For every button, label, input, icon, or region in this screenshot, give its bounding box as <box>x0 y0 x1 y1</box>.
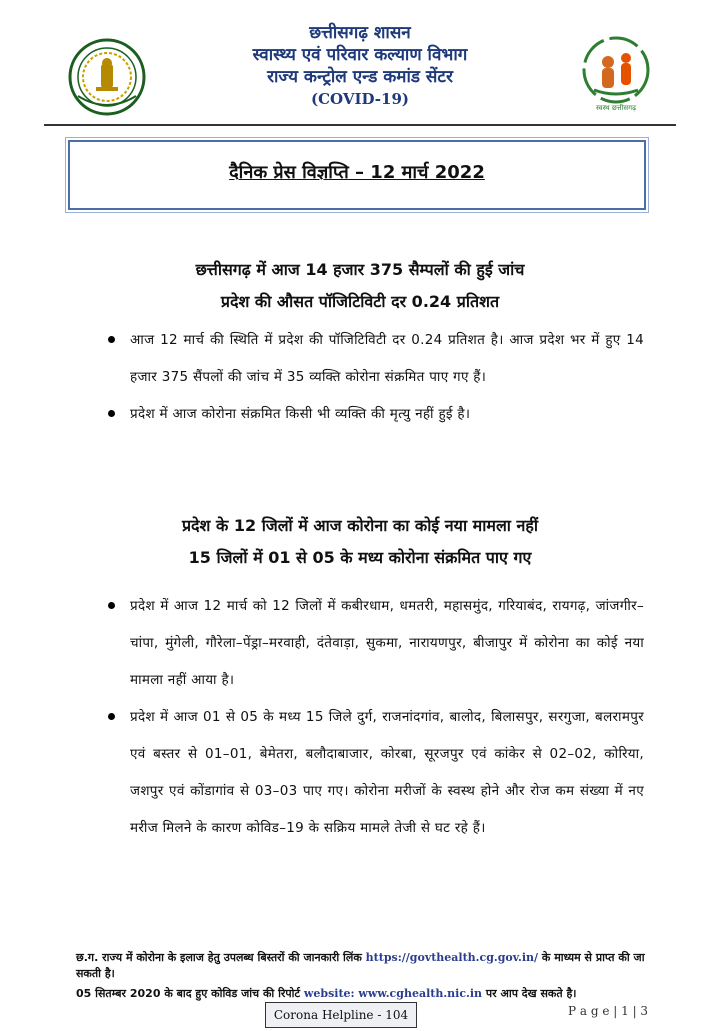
title-box <box>68 140 646 210</box>
bullet-icon <box>108 410 115 417</box>
list-item: प्रदेश में आज 01 से 05 के मध्य 15 जिले दुर्ग, राजनांदगांव, बालोद, बिलासपुर, सरगुजा, बलरामपुर एवं बस्तर से 01–01, बेमेतरा, बलौदाबाजार, कोरबा, सूरजपुर एवं कांकेर से 02–02, कोरिया, जशपुर एवं कोंडागांव से 03–03 पाए गए। कोरोना मरीजों के स्वस्थ होने और रोज कम संख्या में नए मरीज मिलने के कारण कोविड–19 के सक्रिय मामले तेजी से घट रहे हैं। <box>108 699 644 847</box>
covid-label: (COVID-19) <box>311 90 409 108</box>
list-item: आज 12 मार्च की स्थिति में प्रदेश की पॉजिटिविटी दर 0.24 प्रतिशत है। आज प्रदेश भर में हुए 14 हजार 375 सैंपलों की जांच में 35 व्यक्ति कोरोना संक्रमित पाए गए हैं। <box>108 322 644 396</box>
test-report-link[interactable]: website: www.cghealth.nic.in <box>303 987 483 1000</box>
section1-heading2: प्रदेश की औसत पॉजिटिविटी दर 0.24 प्रतिशत <box>220 292 500 311</box>
section2-list <box>108 588 644 847</box>
section2-heading1: प्रदेश के 12 जिलों में आज कोरोना का कोई नया मामला नहीं <box>181 516 539 535</box>
list-item: प्रदेश में आज 12 मार्च को 12 जिलों में कबीरधाम, धमतरी, महासमुंद, गरियाबंद, रायगढ़, जांजगीर–चांपा, मुंगेली, गौरेला–पेंड्रा–मरवाही, दंतेवाड़ा, सुकमा, नारायणपुर, बीजापुर में कोरोना का कोई नया मामला नहीं आया है। <box>108 588 644 699</box>
department-name: स्वास्थ्य एवं परिवार कल्याण विभाग <box>252 45 468 65</box>
test-report-note: 05 सितम्बर 2020 के बाद हुए कोविड जांच की रिपोर्ट website: www.cghealth.nic.in पर आप देख सकते है। <box>76 987 577 1000</box>
beds-info-note: छ.ग. राज्य में कोरोना के इलाज हेतु उपलब्ध बिस्तरों की जानकारी लिंक https://govthealth.cg.gov.in/ के माध्यम से प्राप्त की जा सकती है। <box>76 951 645 980</box>
helpline-box: Corona Helpline - 104 <box>265 1002 417 1028</box>
section1-list <box>108 322 644 433</box>
bullet-icon <box>108 336 115 343</box>
section2-heading2: 15 जिलों में 01 से 05 के मध्य कोरोना संक्रमित पाए गए <box>188 548 532 567</box>
page-number: P a g e | 1 | 3 <box>568 1004 649 1018</box>
svg-text:स्वस्थ छत्तीसगढ़: स्वस्थ छत्तीसगढ़ <box>595 104 637 112</box>
state-emblem-icon <box>68 38 146 116</box>
healthy-chhattisgarh-logo-icon <box>574 30 658 114</box>
list-item: प्रदेश में आज कोरोना संक्रमित किसी भी व्यक्ति की मृत्यु नहीं हुई है। <box>108 396 644 433</box>
bullet-icon <box>108 713 115 720</box>
beds-info-link[interactable]: https://govthealth.cg.gov.in/ <box>365 951 539 964</box>
section1-heading1: छत्तीसगढ़ में आज 14 हजार 375 सैम्पलों की हुई जांच <box>195 260 525 279</box>
bullet-icon <box>108 602 115 609</box>
control-center-name: राज्य कन्ट्रोल एन्ड कमांड सेंटर <box>267 67 453 87</box>
press-release-title: दैनिक प्रेस विज्ञप्ति – 12 मार्च 2022 <box>229 162 485 183</box>
header-divider <box>44 124 676 126</box>
letterhead <box>0 0 720 128</box>
government-name: छत्तीसगढ़ शासन <box>309 23 411 43</box>
